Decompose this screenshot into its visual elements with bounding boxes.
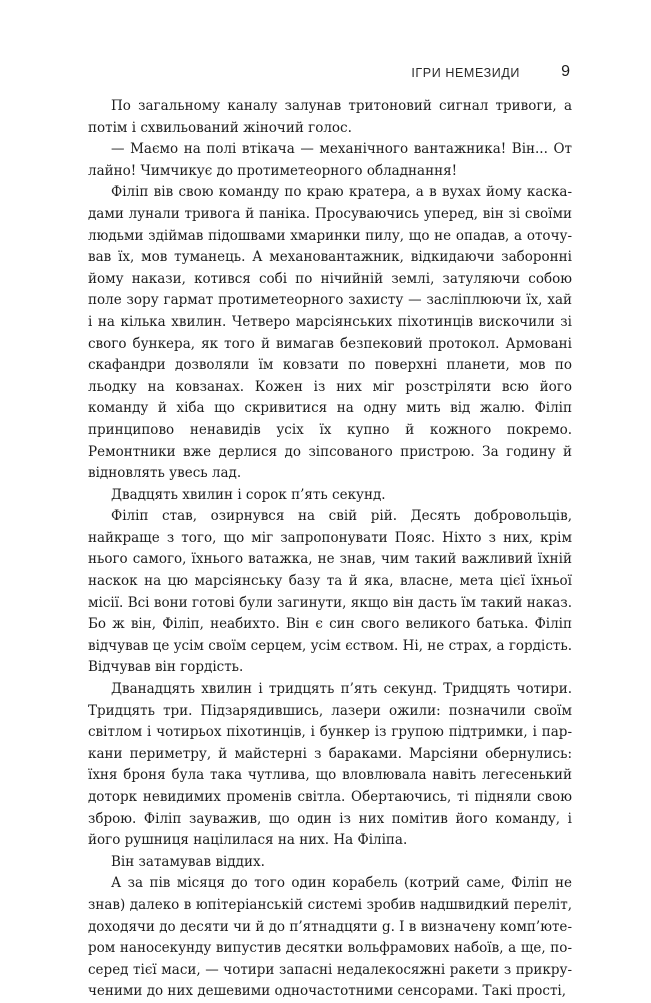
running-title: ІГРИ НЕМЕЗИДИ: [411, 66, 520, 80]
paragraph: Дванадцять хвилин і тридцять п’ять секунд. Тридцять чотири. Тридцять три. Підзарядившись, лазери ожили: позначили своїм світлом і чотирьох піхотинців, і бункер із групою підтримки, і паркани периметру, й майстерні з бараками. Марсіяни обернулись: їхня броня була така чутлива, що вловлювала навіть легесенький доторк невидимих променів світла. Обертаючись, ті підняли свою зброю. Філіп зауважив, що один із них помітив його команду, і його рушниця націлилася на них. На Філіпа.: [88, 681, 572, 849]
page-number: 9: [561, 63, 570, 80]
paragraph: — Маємо на полі втікача — механічного вантажника! Він... От лайно! Чимчикує до протиметеорного обладнання!: [88, 141, 572, 179]
body-text: [88, 96, 572, 1003]
paragraph: Він затамував віддих.: [111, 853, 265, 870]
paragraph: А за пів місяця до того один корабель (котрий саме, Філіп не знав) далеко в юпітеріанській системі зробив надшвидкий переліт, доходячи до десяти чи й до п’ятнадцяти g. І в визначену комп’ютером наносекунду випустив десятки вольфрамових набоїв, а ще, посеред тієї маси, — чотири запасні недалекосяжні ракети з прикрученими до них дешевими одночастотними сенсорами. Такі прості,: [88, 875, 572, 1000]
running-head: [88, 64, 572, 84]
paragraph: Філіп вів свою команду по краю кратера, а в вухах йому каскадами лунали тривога й паніка. Просуваючись уперед, він зі своїми людьми здіймав підошвами хмаринки пилу, що не опадав, а оточував їх, мов туманець. А механовантажник, відкидаючи заборонні йому накази, котився собі по нічийній землі, затуляючи собою поле зору гармат протиметеорного захисту — засліплюючи їх, хай і на кілька хвилин. Четверо марсіянських піхотинців вискочили зі свого бункера, як того й вимагав безпековий протокол. Армовані скафандри дозволяли їм ковзати по поверхні планети, мов по льодку на ковзанах. Кожен із них міг розстріляти всю його команду й хіба що скривитися на одну мить від жалю. Філіп принципово ненавидів усіх їх купно й кожного покремо. Ремонтники вже дерлися до зіпсованого пристрою. За годину й відновлять увесь лад.: [88, 184, 572, 482]
paragraph: Філіп став, озирнувся на свій рій. Десять добровольців, найкраще з того, що міг запропонувати Пояс. Ніхто з них, крім нього самого, їхнього ватажка, не знав, чим такий важливий їхній наскок на цю марсіянську базу та й яка, власне, мета цієї їхньої місії. Всі вони готові були загинути, якщо він дасть їм такий наказ. Бо ж він, Філіп, неабихто. Він є син свого великого батька. Філіп відчував це усім своїм серцем, усім єством. Ні, не страх, а гордість. Відчував він гордість.: [88, 508, 572, 676]
paragraph: По загальному каналу залунав тритоновий сигнал тривоги, а потім і схвильований жіночий голос.: [88, 98, 572, 136]
paragraph: Двадцять хвилин і сорок п’ять секунд.: [111, 486, 386, 503]
